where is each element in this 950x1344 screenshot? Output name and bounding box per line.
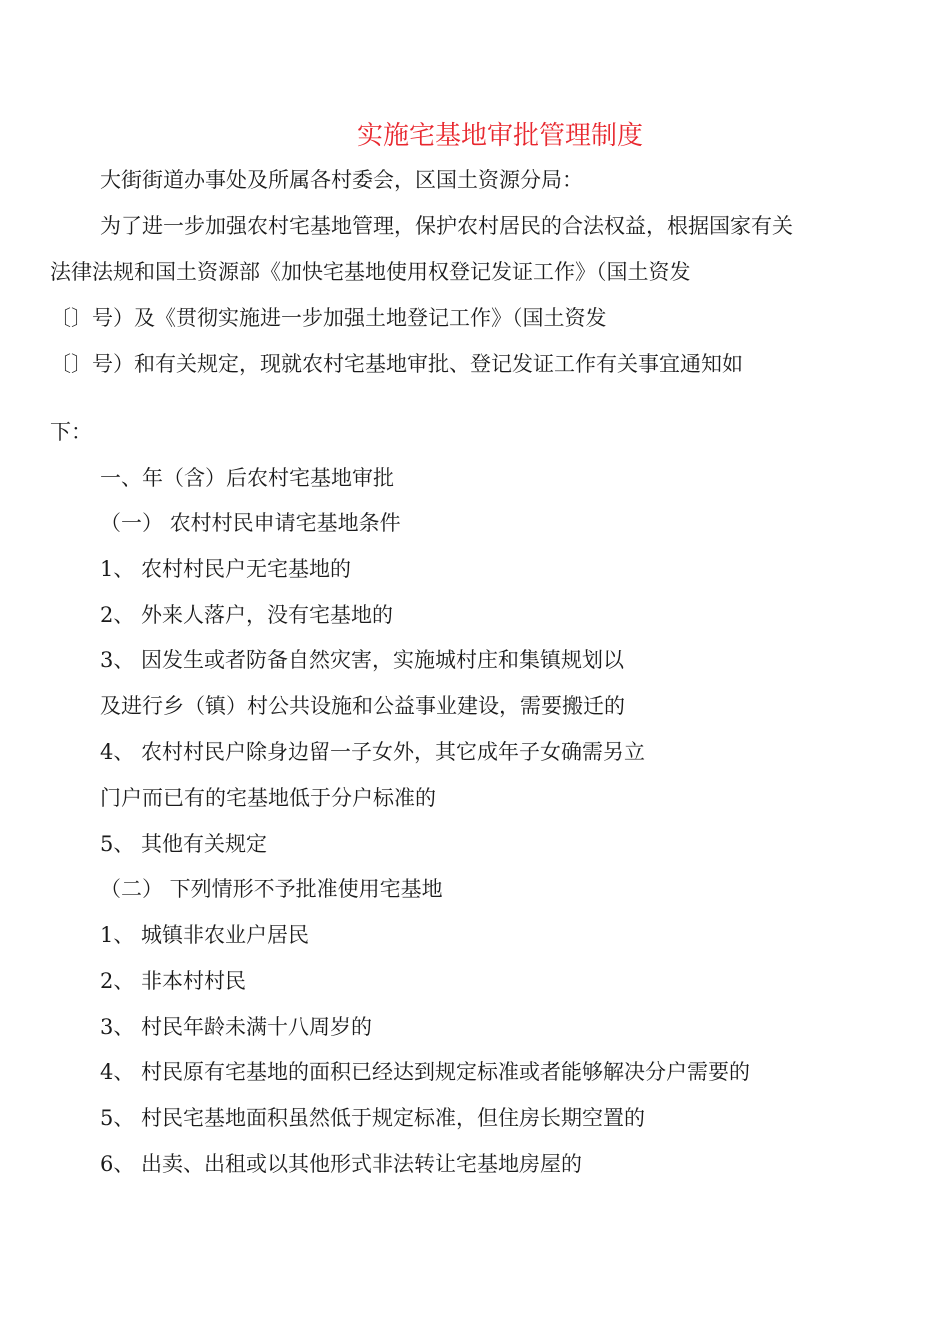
paragraph-line: 法律法规和国土资源部《加快宅基地使用权登记发证工作》（国土资发 xyxy=(50,260,691,284)
paragraph-line: 〔〕号）和有关规定，现就农村宅基地审批、登记发证工作有关事宜通知如 xyxy=(50,352,743,376)
salutation: 大街街道办事处及所属各村委会，区国土资源分局： xyxy=(100,168,583,192)
list-item: 4、 村民原有宅基地的面积已经达到规定标准或者能够解决分户需要的 xyxy=(100,1060,751,1084)
subsection-heading: （二） 下列情形不予批准使用宅基地 xyxy=(100,877,443,901)
list-item: 1、 城镇非农业户居民 xyxy=(100,923,310,947)
list-item: 3、 因发生或者防备自然灾害，实施城村庄和集镇规划以 xyxy=(100,648,625,672)
list-item: 3、 村民年龄未满十八周岁的 xyxy=(100,1015,373,1039)
paragraph-line: 〔〕号）及《贯彻实施进一步加强土地登记工作》（国土资发 xyxy=(50,306,607,330)
list-item: 5、 其他有关规定 xyxy=(100,832,268,856)
list-item: 5、 村民宅基地面积虽然低于规定标准，但住房长期空置的 xyxy=(100,1106,646,1130)
section-heading: 一、年（含）后农村宅基地审批 xyxy=(100,466,394,490)
list-item: 2、 非本村村民 xyxy=(100,969,247,993)
list-item-continuation: 门户而已有的宅基地低于分户标准的 xyxy=(100,786,436,810)
list-item: 4、 农村村民户除身边留一子女外，其它成年子女确需另立 xyxy=(100,740,646,764)
list-item: 1、 农村村民户无宅基地的 xyxy=(100,557,352,581)
list-item-continuation: 及进行乡（镇）村公共设施和公益事业建设，需要搬迁的 xyxy=(100,694,625,718)
list-item: 6、 出卖、出租或以其他形式非法转让宅基地房屋的 xyxy=(100,1152,583,1176)
paragraph-line: 为了进一步加强农村宅基地管理，保护农村居民的合法权益，根据国家有关 xyxy=(100,214,793,238)
subsection-heading: （一） 农村村民申请宅基地条件 xyxy=(100,511,401,535)
document-title: 实施宅基地审批管理制度 xyxy=(356,121,643,151)
paragraph-line: 下： xyxy=(50,420,92,444)
list-item: 2、 外来人落户，没有宅基地的 xyxy=(100,603,394,627)
